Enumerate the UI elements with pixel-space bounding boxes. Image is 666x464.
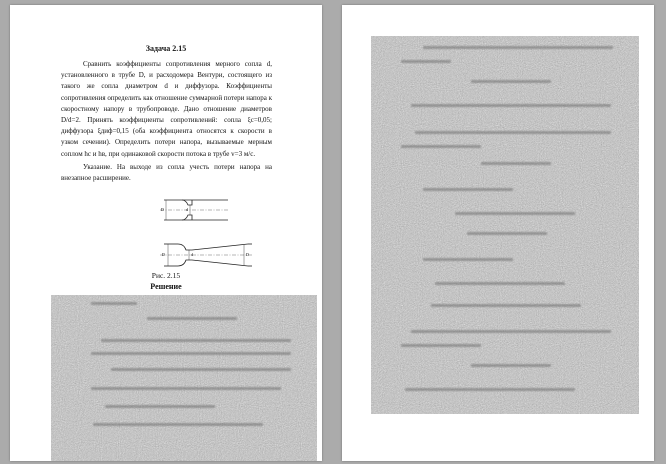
blurred-formula-line	[471, 80, 551, 83]
blurred-text-line	[401, 344, 481, 347]
blurred-text-line	[411, 104, 611, 107]
problem-text	[61, 59, 272, 184]
blurred-text-line	[423, 188, 513, 191]
blurred-formula-line	[105, 405, 215, 408]
solution-heading: Решение	[150, 282, 182, 291]
label-d-throat: d	[191, 252, 193, 257]
blurred-formula-line	[435, 282, 565, 285]
blurred-text-line	[401, 145, 481, 148]
blurred-text-line	[91, 302, 137, 305]
label-D: D	[161, 207, 164, 212]
blurred-solution-region	[51, 295, 317, 461]
problem-hint: Указание. На выходе из сопла учесть потери напора на внезапное расширение.	[61, 162, 272, 183]
blurred-text-line	[93, 423, 263, 426]
problem-title: Задача 2.15	[145, 44, 187, 53]
blurred-formula-line	[111, 368, 291, 371]
blurred-text-line	[423, 258, 513, 261]
blurred-text-line	[91, 352, 291, 355]
blurred-formula-line	[455, 212, 575, 215]
noise-texture	[371, 36, 639, 414]
blurred-text-line	[415, 131, 611, 134]
figure-caption: Рис. 2.15	[151, 271, 181, 280]
blurred-text-line	[423, 46, 613, 49]
blurred-text-line	[91, 387, 281, 390]
blurred-formula-line	[431, 304, 581, 307]
nozzle-figure	[158, 196, 230, 224]
label-D-out: D	[246, 252, 249, 257]
blurred-text-line	[405, 388, 575, 391]
blurred-solution-region	[371, 36, 639, 414]
venturi-figure	[158, 240, 254, 270]
problem-statement: Сравнить коэффициенты сопротивления мерного сопла d, установленного в трубе D, и расходомера Вентури, состоящего из такого же сопла диаметром d и диффузора. Коэффициенты сопротивления определить как отношение суммарной потери напора к скоростному напору в трубопроводе. Дано отношение диаметров D/d=2. Принять коэффициенты сопротивлений: сопла ξc=0,05; диффузора ξдиф=0,15 (оба коэффициента относятся к скорости в узком сечении). Определить потери напора, вызываемые мерным соплом hc и hв, при одинаковой скорости потока в трубе v=3 м/с.	[61, 60, 272, 158]
blurred-formula-line	[481, 162, 551, 165]
left-page	[10, 5, 322, 461]
blurred-formula-line	[467, 232, 547, 235]
right-page	[342, 5, 654, 461]
blurred-text-line	[411, 330, 611, 333]
label-d: d	[186, 207, 188, 212]
blurred-formula-line	[147, 317, 237, 320]
label-D-in: D	[162, 252, 165, 257]
blurred-text-line	[401, 60, 451, 63]
blurred-formula-line	[471, 364, 551, 367]
blurred-text-line	[101, 339, 291, 342]
